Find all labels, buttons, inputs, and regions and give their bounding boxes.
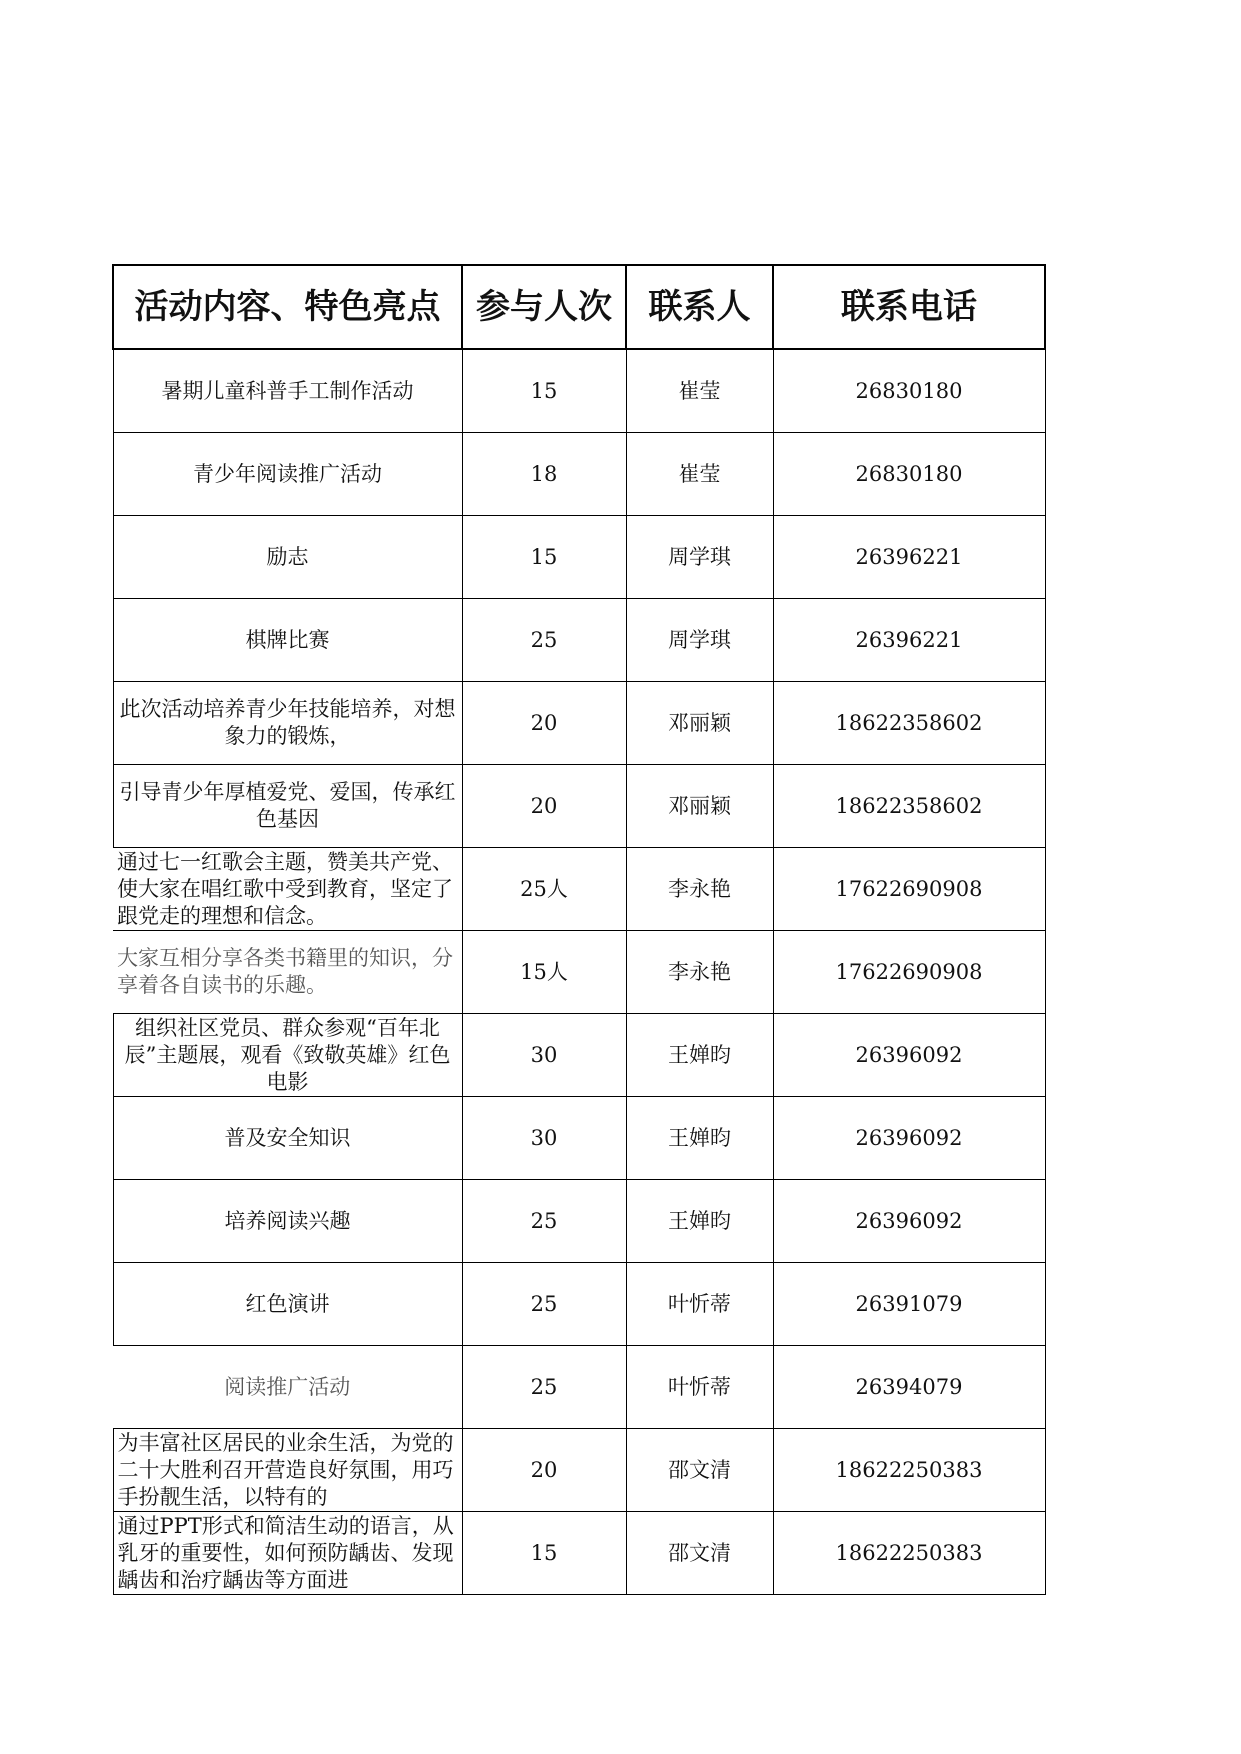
table-row	[113, 1014, 1045, 1097]
table-row	[113, 433, 1045, 516]
table-row	[113, 848, 1045, 931]
cell-content: 棋牌比赛	[113, 599, 462, 682]
cell-count: 15	[462, 1512, 626, 1595]
cell-count: 25	[462, 599, 626, 682]
table-row	[113, 1429, 1045, 1512]
cell-phone: 26394079	[773, 1346, 1045, 1429]
cell-phone: 17622690908	[773, 931, 1045, 1014]
header-phone: 联系电话	[773, 265, 1045, 349]
cell-contact: 叶忻蒂	[626, 1263, 773, 1346]
table-row	[113, 599, 1045, 682]
cell-phone: 18622250383	[773, 1512, 1045, 1595]
cell-content: 暑期儿童科普手工制作活动	[113, 349, 462, 433]
cell-content	[113, 848, 462, 931]
cell-count: 30	[462, 1097, 626, 1180]
cell-count: 20	[462, 1429, 626, 1512]
cell-content: 励志	[113, 516, 462, 599]
cell-contact: 邓丽颖	[626, 682, 773, 765]
table-row	[113, 1180, 1045, 1263]
cell-contact: 王婵昀	[626, 1014, 773, 1097]
cell-content-text: 通过PPT形式和简洁生动的语言，从乳牙的重要性，如何预防龋齿、发现龋齿和治疗龋齿等方面进	[117, 1513, 454, 1592]
cell-contact: 邓丽颖	[626, 765, 773, 848]
cell-count: 18	[462, 433, 626, 516]
table-row	[113, 765, 1045, 848]
cell-phone: 26396092	[773, 1180, 1045, 1263]
header-content: 活动内容、特色亮点	[113, 265, 462, 349]
table-row	[113, 1512, 1045, 1595]
cell-content: 青少年阅读推广活动	[113, 433, 462, 516]
cell-contact: 李永艳	[626, 848, 773, 931]
cell-content: 培养阅读兴趣	[113, 1180, 462, 1263]
cell-phone: 26396092	[773, 1014, 1045, 1097]
cell-contact: 崔莹	[626, 349, 773, 433]
cell-phone: 18622358602	[773, 765, 1045, 848]
cell-count: 30	[462, 1014, 626, 1097]
table-row	[113, 349, 1045, 433]
cell-content	[113, 1014, 462, 1097]
cell-content	[113, 1429, 462, 1512]
table-row	[113, 1097, 1045, 1180]
cell-contact: 邵文清	[626, 1512, 773, 1595]
cell-contact: 周学琪	[626, 599, 773, 682]
cell-content-text: 为丰富社区居民的业余生活，为党的二十大胜利召开营造良好氛围，用巧手扮靓生活，以特有的	[117, 1430, 454, 1509]
cell-phone: 18622358602	[773, 682, 1045, 765]
activity-table	[112, 264, 1046, 1595]
cell-phone: 18622250383	[773, 1429, 1045, 1512]
cell-content	[113, 1512, 462, 1595]
table-row	[113, 1263, 1045, 1346]
cell-phone: 26830180	[773, 349, 1045, 433]
table-row	[113, 1346, 1045, 1429]
table-row	[113, 516, 1045, 599]
cell-count: 25	[462, 1346, 626, 1429]
cell-count: 20	[462, 765, 626, 848]
cell-content: 普及安全知识	[113, 1097, 462, 1180]
cell-phone: 26396092	[773, 1097, 1045, 1180]
cell-content: 红色演讲	[113, 1263, 462, 1346]
header-count: 参与人次	[462, 265, 626, 349]
cell-content-text: 组织社区党员、群众参观“百年北辰”主题展，观看《致敬英雄》红色电影	[124, 1015, 451, 1094]
cell-content-text: 通过七一红歌会主题，赞美共产党、使大家在唱红歌中受到教育，坚定了跟党走的理想和信念。	[117, 849, 453, 928]
cell-contact: 邵文清	[626, 1429, 773, 1512]
cell-count: 20	[462, 682, 626, 765]
table-row	[113, 682, 1045, 765]
cell-phone: 26391079	[773, 1263, 1045, 1346]
cell-phone: 26396221	[773, 599, 1045, 682]
cell-contact: 周学琪	[626, 516, 773, 599]
cell-count: 15	[462, 349, 626, 433]
cell-content: 此次活动培养青少年技能培养，对想象力的锻炼，	[113, 682, 462, 765]
cell-contact: 崔莹	[626, 433, 773, 516]
cell-content: 引导青少年厚植爱党、爱国，传承红色基因	[113, 765, 462, 848]
header-contact: 联系人	[626, 265, 773, 349]
cell-phone: 26830180	[773, 433, 1045, 516]
cell-count: 15	[462, 516, 626, 599]
cell-count: 15人	[462, 931, 626, 1014]
cell-contact: 王婵昀	[626, 1180, 773, 1263]
cell-content: 大家互相分享各类书籍里的知识，分享着各自读书的乐趣。	[113, 931, 462, 1014]
cell-phone: 26396221	[773, 516, 1045, 599]
cell-count: 25	[462, 1263, 626, 1346]
cell-count: 25人	[462, 848, 626, 931]
cell-phone: 17622690908	[773, 848, 1045, 931]
table-row	[113, 931, 1045, 1014]
cell-content: 阅读推广活动	[113, 1346, 462, 1429]
cell-count: 25	[462, 1180, 626, 1263]
cell-contact: 王婵昀	[626, 1097, 773, 1180]
cell-contact: 叶忻蒂	[626, 1346, 773, 1429]
cell-contact: 李永艳	[626, 931, 773, 1014]
header-row	[113, 265, 1045, 349]
